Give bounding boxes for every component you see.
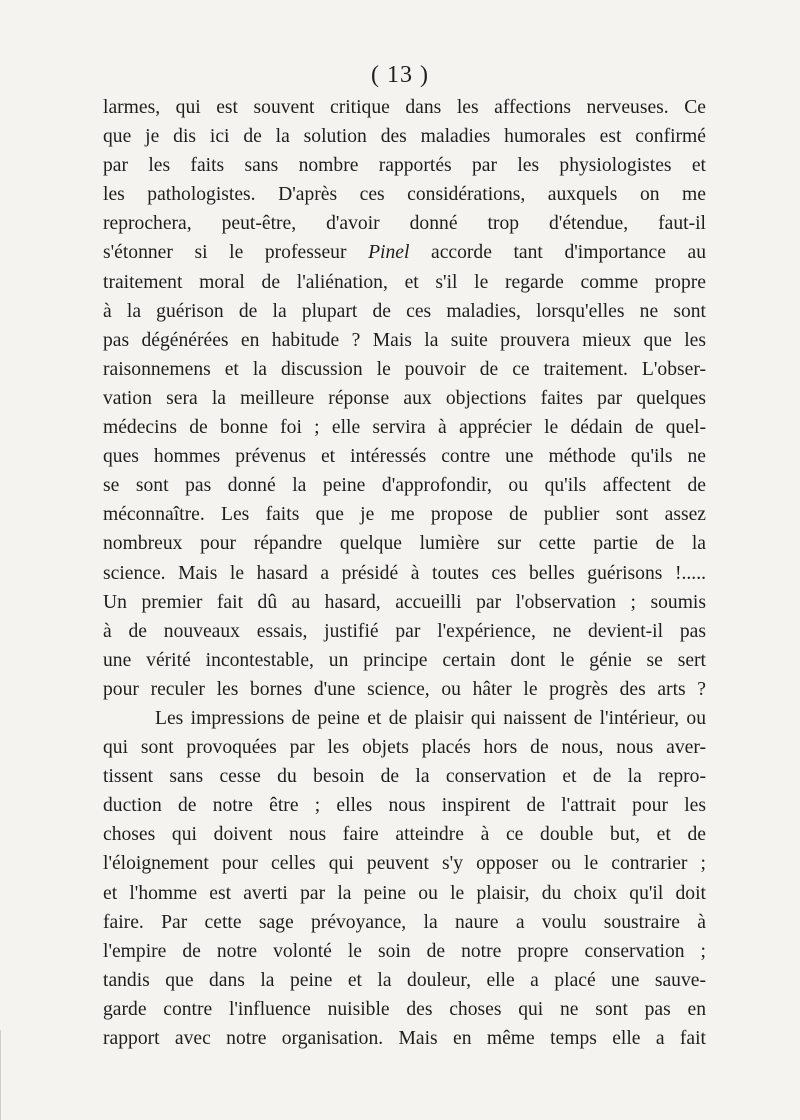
text-line: faire. Par cette sage prévoyance, la naure a voulu soustraire à [103, 911, 706, 933]
text-line: pas dégénérées en habitude ? Mais la suite prouvera mieux que les [103, 329, 706, 351]
paragraph-2 [103, 704, 706, 1053]
text-line: pour reculer les bornes d'une science, ou hâter le progrès des arts ? [103, 678, 706, 700]
text-line: les pathologistes. D'après ces considérations, auxquels on me [103, 184, 706, 206]
text-line: Un premier fait dû au hasard, accueilli par l'observation ; soumis [103, 591, 706, 613]
text-line: se sont pas donné la peine d'approfondir, ou qu'ils affectent de [103, 475, 706, 497]
text-line: choses qui doivent nous faire atteindre à ce double but, et de [103, 824, 706, 846]
text-line: Les impressions de peine et de plaisir qui naissent de l'intérieur, ou [155, 707, 706, 729]
body-text [103, 93, 706, 1053]
text-line: raisonnemens et la discussion le pouvoir de ce traitement. L'obser- [103, 358, 706, 380]
text-line: rapport avec notre organisation. Mais en même temps elle a fait [103, 1028, 706, 1049]
page-number: ( 13 ) [371, 62, 429, 88]
text-line: méconnaître. Les faits que je me propose de publier sont assez [103, 504, 706, 526]
text-line: vation sera la meilleure réponse aux objections faites par quelques [103, 387, 706, 409]
paragraph-1 [103, 93, 706, 704]
text-line: ques hommes prévenus et intéressés contre une méthode qu'ils ne [103, 446, 706, 468]
text-line: science. Mais le hasard a présidé à toutes ces belles guérisons !..... [103, 562, 706, 584]
text-line: nombreux pour répandre quelque lumière sur cette partie de la [103, 533, 706, 555]
text-line: par les faits sans nombre rapportés par les physiologistes et [103, 155, 706, 177]
text-line: l'éloignement pour celles qui peuvent s'y opposer ou le contrarier ; [103, 853, 706, 875]
text-line: et l'homme est averti par la peine ou le plaisir, du choix qu'il doit [103, 882, 706, 904]
text-line: s'étonner si le professeur Pinel accorde tant d'importance au [103, 242, 706, 264]
text-line: larmes, qui est souvent critique dans les affections nerveuses. Ce [103, 97, 706, 118]
text-line: traitement moral de l'aliénation, et s'il le regarde comme propre [103, 271, 706, 293]
text-line: tissent sans cesse du besoin de la conservation et de la repro- [103, 766, 706, 788]
text-line: qui sont provoquées par les objets placés hors de nous, nous aver- [103, 737, 706, 759]
text-line: à de nouveaux essais, justifié par l'expérience, ne devient-il pas [103, 620, 706, 642]
text-line: tandis que dans la peine et la douleur, elle a placé une sauve- [103, 969, 706, 991]
text-line: l'empire de notre volonté le soin de notre propre conservation ; [103, 940, 706, 962]
text-line: que je dis ici de la solution des maladies humorales est confirmé [103, 126, 706, 148]
text-line: duction de notre être ; elles nous inspirent de l'attrait pour les [103, 795, 706, 817]
text-line: à la guérison de la plupart de ces maladies, lorsqu'elles ne sont [103, 300, 706, 322]
proper-name: Pinel [368, 242, 410, 264]
text-line: une vérité incontestable, un principe certain dont le génie se sert [103, 649, 706, 671]
text-line: reprochera, peut-être, d'avoir donné trop d'étendue, faut-il [103, 213, 706, 235]
text-line: garde contre l'influence nuisible des choses qui ne sont pas en [103, 998, 706, 1020]
page-edge-mark [0, 1030, 7, 1120]
text-line: médecins de bonne foi ; elle servira à apprécier le dédain de quel- [103, 417, 706, 439]
